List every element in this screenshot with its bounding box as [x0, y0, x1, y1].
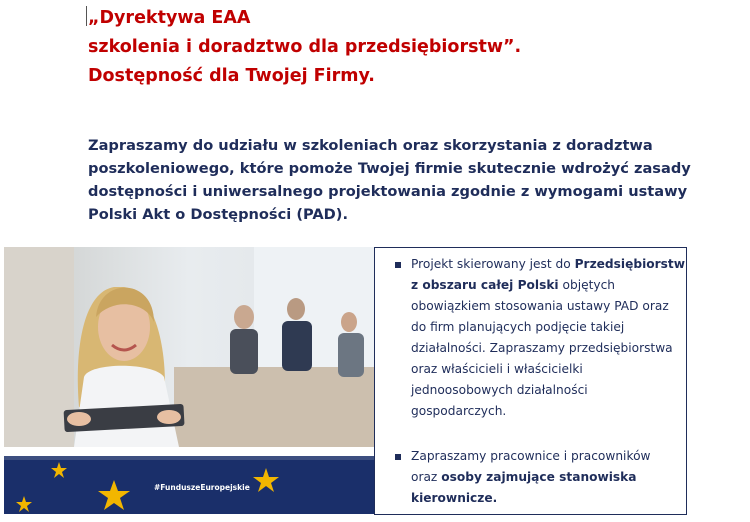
headline-line-3: Dostępność dla Twojej Firmy.: [88, 66, 375, 86]
intro-line-3: dostępności i uniwersalnego projektowania zgodnie z wymogami ustawy: [88, 183, 688, 200]
bullet-1-line-1a: Projekt skierowany jest do: [411, 257, 575, 271]
bullet-2-line-3: kierownicze.: [411, 491, 498, 505]
bullet-1-line-8: gospodarczych.: [411, 404, 507, 418]
bullet-1-line-4: do firm planujących podjęcie takiej: [411, 320, 625, 334]
headline-line-1: „Dyrektywa EAA: [88, 8, 251, 28]
bullet-1-line-5: działalności. Zapraszamy przedsiębiorstwa: [411, 341, 673, 355]
intro-line-1: Zapraszamy do udziału w szkoleniach oraz skorzystania z doradztwa: [88, 137, 653, 154]
bullet-1-line-1b: Przedsiębiorstw: [574, 257, 685, 271]
bullet-2-line-2a: oraz: [411, 470, 442, 484]
bullet-2-text: [411, 446, 651, 509]
eu-funds-hashtag: #FunduszeEuropejskie: [154, 483, 250, 492]
intro-line-4: Polski Akt o Dostępności (PAD).: [88, 206, 348, 223]
bullet-1-text: [411, 254, 685, 422]
headline-line-2: szkolenia i doradztwo dla przedsiębiorstw”.: [88, 37, 522, 57]
bullet-1-line-3: obowiązkiem stosowania ustawy PAD oraz: [411, 299, 669, 313]
office-photo: [4, 247, 374, 447]
bullet-icon: [395, 454, 401, 460]
bullet-2-line-1: Zapraszamy pracownice i pracowników: [411, 449, 651, 463]
project-info-box: [374, 247, 687, 515]
headline: [88, 4, 521, 91]
intro-line-2: poszkoleniowego, które pomoże Twojej firmie skutecznie wdrożyć zasady: [88, 160, 691, 177]
eu-funds-banner: [4, 456, 374, 514]
bullet-1-line-6: oraz właścicieli i właścicielki: [411, 362, 583, 376]
bullet-1-line-2a: z obszaru całej Polski: [411, 278, 559, 292]
office-photo-illustration: [4, 247, 374, 447]
bullet-1-line-7: jednoosobowych działalności: [411, 383, 588, 397]
text-cursor: [86, 6, 87, 26]
bullet-2-line-2b: osoby zajmujące stanowiska: [441, 470, 637, 484]
intro-paragraph: [88, 134, 691, 226]
bullet-icon: [395, 262, 401, 268]
bullet-1-line-2b: objętych: [558, 278, 615, 292]
